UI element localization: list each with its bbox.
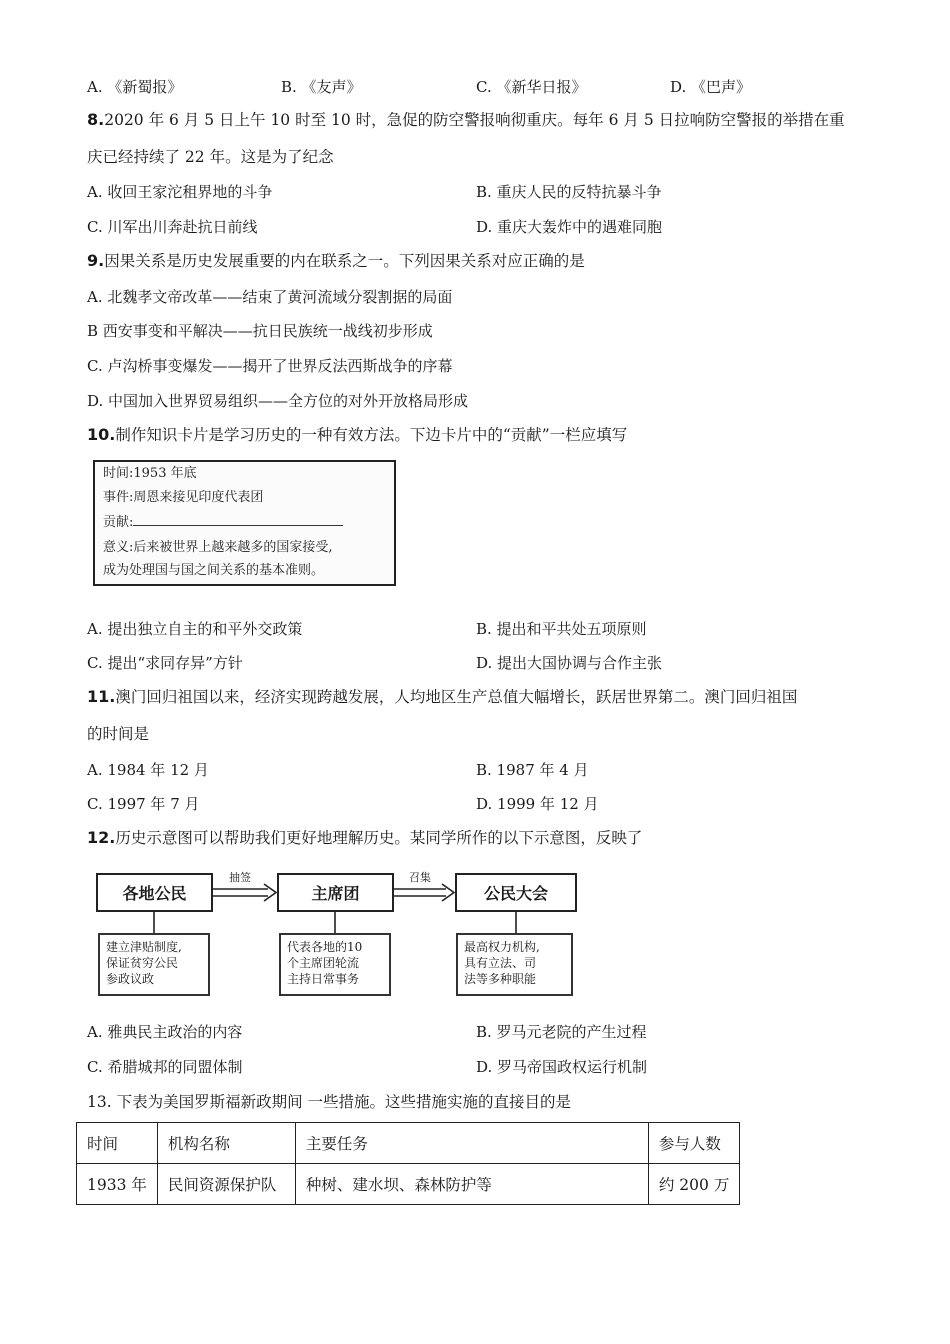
note-line: 主持日常事务 <box>287 972 360 986</box>
q10-option-b: B. 提出和平共处五项原则 <box>476 620 647 638</box>
q10-option-a: A. 提出独立自主的和平外交政策 <box>87 620 303 638</box>
q7-option-b: B. 《友声》 <box>281 78 362 96</box>
table-row <box>77 1164 740 1205</box>
note-line: 法等多种职能 <box>464 972 537 986</box>
note-line: 个主席团轮流 <box>287 956 360 970</box>
table-cell: 约 200 万 <box>648 1164 739 1205</box>
card-contribution-label: 贡献: <box>103 515 134 530</box>
table-cell: 种树、建水坝、森林防护等 <box>295 1164 648 1205</box>
q11-option-c: C. 1997 年 7 月 <box>87 795 200 813</box>
q7-option-c: C. 《新华日报》 <box>476 78 587 96</box>
new-deal-table <box>76 1122 740 1205</box>
q12-option-c: C. 希腊城邦的同盟体制 <box>87 1058 243 1076</box>
question-text: 历史示意图可以帮助我们更好地理解历史。某同学所作的以下示意图，反映了 <box>115 829 643 847</box>
question-number: 8. <box>87 110 105 129</box>
note-line: 建立津贴制度, <box>106 940 182 954</box>
diagram-arrow-convene-label: 召集 <box>409 871 431 884</box>
question-number: 9. <box>87 251 105 270</box>
diagram-box-assembly: 公民大会 <box>455 873 577 912</box>
question-number: 11. <box>87 687 116 706</box>
table-header-row <box>77 1123 740 1164</box>
q11-option-a: A. 1984 年 12 月 <box>87 761 209 779</box>
diagram-arrow-lottery-label: 抽签 <box>229 871 251 884</box>
q9-option-d: D. 中国加入世界贸易组织——全方位的对外开放格局形成 <box>87 392 469 410</box>
note-line: 最高权力机构, <box>464 940 540 954</box>
diagram-box-citizens: 各地公民 <box>96 873 213 912</box>
q9-option-a: A. 北魏孝文帝改革——结束了黄河流域分裂割据的局面 <box>87 288 453 306</box>
q8-option-d: D. 重庆大轰炸中的遇难同胞 <box>476 218 663 236</box>
table-cell: 民间资源保护队 <box>157 1164 295 1205</box>
table-header-cell: 主要任务 <box>295 1123 648 1164</box>
diagram-box-presidium: 主席团 <box>277 873 394 912</box>
diagram-note-assembly <box>456 933 573 996</box>
note-line: 保证贫穷公民 <box>106 956 179 970</box>
note-line: 具有立法、司 <box>464 956 537 970</box>
q9-option-c: C. 卢沟桥事变爆发——揭开了世界反法西斯战争的序幕 <box>87 357 453 375</box>
q12-option-d: D. 罗马帝国政权运行机制 <box>476 1058 648 1076</box>
question-number: 10. <box>87 425 116 444</box>
table-header-cell: 机构名称 <box>157 1123 295 1164</box>
q12-option-b: B. 罗马元老院的产生过程 <box>476 1023 647 1041</box>
table-header-cell: 参与人数 <box>648 1123 739 1164</box>
question-number: 12. <box>87 828 116 847</box>
diagram-note-allowance <box>98 933 210 996</box>
question-text: 2020 年 6 月 5 日上午 10 时至 10 时，急促的防空警报响彻重庆。每年 6 月 5 日拉响防空警报的举措在重 <box>104 111 845 129</box>
q8-option-c: C. 川军出川奔赴抗日前线 <box>87 218 258 236</box>
q8-option-a: A. 收回王家沱租界地的斗争 <box>87 183 273 201</box>
q11-option-b: B. 1987 年 4 月 <box>476 761 589 779</box>
q7-option-a: A. 《新蜀报》 <box>87 78 183 96</box>
note-line: 代表各地的10 <box>287 940 363 954</box>
card-time: 时间:1953 年底 <box>103 466 197 481</box>
table-cell: 1933 年 <box>77 1164 158 1205</box>
question-text: 制作知识卡片是学习历史的一种有效方法。下边卡片中的“贡献”一栏应填写 <box>115 426 628 444</box>
table-header-cell: 时间 <box>77 1123 158 1164</box>
q11-option-d: D. 1999 年 12 月 <box>476 795 599 813</box>
q10-option-c: C. 提出“求同存异”方针 <box>87 654 243 672</box>
question-8-stem-cont: 庆已经持续了 22 年。这是为了纪念 <box>87 148 334 166</box>
diagram-note-presidium <box>279 933 391 996</box>
question-text: 澳门回归祖国以来，经济实现跨越发展，人均地区生产总值大幅增长，跃居世界第二。澳门回归祖国 <box>115 688 798 706</box>
q12-option-a: A. 雅典民主政治的内容 <box>87 1023 243 1041</box>
card-event: 事件:周恩来接见印度代表团 <box>103 490 264 505</box>
q7-option-d: D. 《巴声》 <box>670 78 752 96</box>
question-13-stem: 13. 下表为美国罗斯福新政期间 一些措施。这些措施实施的直接目的是 <box>87 1093 572 1111</box>
card-meaning-1: 意义:后来被世界上越来越多的国家接受, <box>103 540 333 555</box>
card-meaning-2: 成为处理国与国之间关系的基本准则。 <box>103 563 325 578</box>
q9-option-b: B 西安事变和平解决——抗日民族统一战线初步形成 <box>87 322 433 340</box>
q8-option-b: B. 重庆人民的反特抗暴斗争 <box>476 183 662 201</box>
note-line: 参政议政 <box>106 972 155 986</box>
q10-option-d: D. 提出大国协调与合作主张 <box>476 654 663 672</box>
question-11-stem-cont: 的时间是 <box>87 725 150 743</box>
question-text: 因果关系是历史发展重要的内在联系之一。下列因果关系对应正确的是 <box>104 252 585 270</box>
